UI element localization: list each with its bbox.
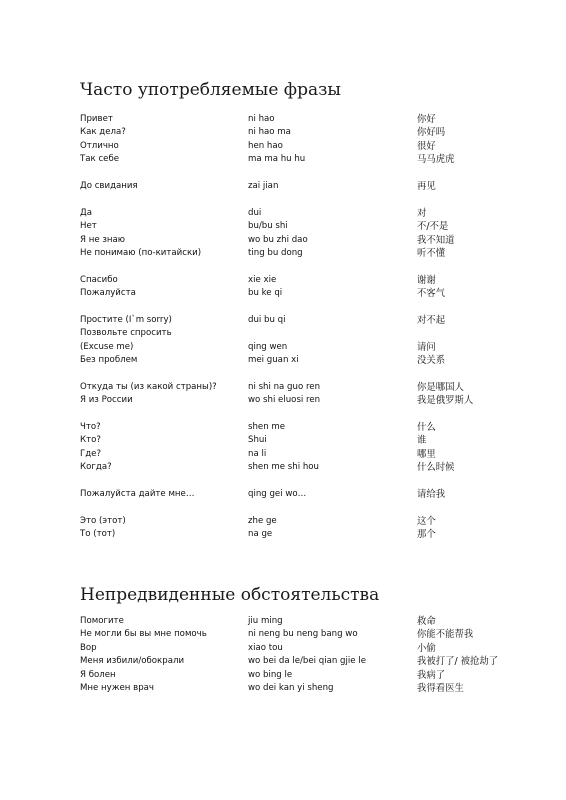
phrase-row <box>80 180 520 193</box>
chinese-characters: 救命 <box>417 616 436 627</box>
pinyin: mei guan xi <box>248 355 299 366</box>
russian-phrase: Отлично <box>80 140 119 151</box>
russian-phrase: Простите (I`m sorry) <box>80 314 172 325</box>
russian-phrase: Как дела? <box>80 127 126 138</box>
russian-phrase: Пожалуйста <box>80 288 136 299</box>
phrase-row <box>80 327 520 340</box>
russian-phrase: Так себе <box>80 154 120 165</box>
phrase-row <box>80 615 520 628</box>
row-spacer <box>80 300 520 313</box>
russian-phrase: Спасибо <box>80 274 118 285</box>
phrase-row <box>80 669 520 682</box>
pinyin: wo shi eluosi ren <box>248 395 321 406</box>
pinyin: dui <box>248 207 262 218</box>
russian-phrase: Мне нужен врач <box>80 682 154 693</box>
row-spacer <box>80 167 520 180</box>
phrase-row <box>80 421 520 434</box>
pinyin: qing wen <box>248 341 288 352</box>
chinese-characters: 你能不能帮我 <box>417 629 474 641</box>
phrase-row <box>80 682 520 695</box>
pinyin: wo dei kan yi sheng <box>248 682 334 693</box>
chinese-characters: 谁 <box>417 435 427 447</box>
russian-phrase: До свидания <box>80 180 138 191</box>
phrase-row <box>80 488 520 501</box>
russian-phrase: Кто? <box>80 435 101 446</box>
phrase-row <box>80 341 520 354</box>
phrase-row <box>80 113 520 126</box>
phrase-row <box>80 314 520 327</box>
pinyin: ni neng bu neng bang wo <box>248 629 358 640</box>
pinyin: wo bing le <box>248 669 293 680</box>
chinese-characters: 没关系 <box>417 355 446 367</box>
russian-phrase: Нет <box>80 221 97 232</box>
russian-phrase: Откуда ты (из какой страны)? <box>80 381 217 392</box>
russian-phrase: Не могли бы вы мне помочь <box>80 629 207 640</box>
phrase-row <box>80 220 520 233</box>
phrase-row <box>80 234 520 247</box>
pinyin: ni hao ma <box>248 127 291 138</box>
phrase-row <box>80 655 520 668</box>
phrase-row <box>80 381 520 394</box>
phrase-row <box>80 247 520 260</box>
chinese-characters: 我不知道 <box>417 234 455 246</box>
russian-phrase: Привет <box>80 114 113 124</box>
phrase-row <box>80 461 520 474</box>
pinyin: wo bei da le/bei qian gjie le <box>248 656 366 667</box>
phrase-row <box>80 628 520 641</box>
row-spacer <box>80 501 520 514</box>
row-spacer <box>80 193 520 206</box>
row-spacer <box>80 367 520 380</box>
row-spacer <box>80 260 520 273</box>
russian-phrase: Вор <box>80 642 97 653</box>
chinese-characters: 很好 <box>417 140 436 152</box>
phrase-row <box>80 153 520 166</box>
pinyin: ni shi na guo ren <box>248 381 321 392</box>
pinyin: na li <box>248 448 267 459</box>
pinyin: Shui <box>248 435 267 446</box>
chinese-characters: 不/不是 <box>417 221 449 233</box>
russian-phrase: Я болен <box>80 669 116 680</box>
phrase-row <box>80 515 520 528</box>
pinyin: qing gei wo… <box>248 488 307 499</box>
russian-phrase: Не понимаю (по-китайски) <box>80 247 202 258</box>
pinyin: xiao tou <box>248 642 283 653</box>
russian-phrase: Помогите <box>80 616 124 626</box>
chinese-characters: 请问 <box>417 341 436 353</box>
chinese-characters: 我被打了/ 被抢劫了 <box>417 656 499 668</box>
chinese-characters: 什么时候 <box>417 462 455 474</box>
phrase-row <box>80 394 520 407</box>
chinese-characters: 请给我 <box>417 488 446 500</box>
chinese-characters: 我病了 <box>417 669 446 681</box>
chinese-characters: 你好 <box>417 114 436 125</box>
row-spacer <box>80 475 520 488</box>
russian-phrase: (Excuse me) <box>80 341 134 352</box>
chinese-characters: 我得看医生 <box>417 682 464 694</box>
chinese-characters: 谢谢 <box>417 274 436 286</box>
pinyin: bu ke qi <box>248 288 283 299</box>
chinese-characters: 那个 <box>417 529 436 541</box>
phrase-row <box>80 126 520 139</box>
phrase-row <box>80 287 520 300</box>
pinyin: xie xie <box>248 274 277 285</box>
chinese-characters: 我是俄罗斯人 <box>417 395 474 407</box>
phrase-row <box>80 354 520 367</box>
phrase-row <box>80 434 520 447</box>
pinyin: dui bu qi <box>248 314 286 325</box>
pinyin: shen me <box>248 421 286 432</box>
russian-phrase: Позвольте спросить <box>80 328 172 339</box>
chinese-characters: 小偷 <box>417 642 436 654</box>
chinese-characters: 哪里 <box>417 448 436 460</box>
pinyin: zhe ge <box>248 515 277 526</box>
russian-phrase: Да <box>80 207 92 218</box>
russian-phrase: Где? <box>80 448 102 459</box>
phrase-row <box>80 140 520 153</box>
pinyin: shen me shi hou <box>248 462 319 473</box>
pinyin: zai jian <box>248 180 279 191</box>
phrase-row <box>80 642 520 655</box>
chinese-characters: 你好吗 <box>417 127 446 139</box>
phrase-row <box>80 448 520 461</box>
russian-phrase: То (тот) <box>80 529 116 540</box>
chinese-characters: 你是哪国人 <box>417 381 464 393</box>
pinyin: wo bu zhi dao <box>248 234 308 245</box>
russian-phrase: Без проблем <box>80 355 138 366</box>
pinyin: hen hao <box>248 140 283 151</box>
chinese-characters: 马马虎虎 <box>417 154 455 166</box>
russian-phrase: Это (этот) <box>80 515 126 526</box>
pinyin: ting bu dong <box>248 247 303 258</box>
chinese-characters: 不客气 <box>417 288 446 300</box>
chinese-characters: 对 <box>417 207 427 219</box>
chinese-characters: 听不懂 <box>417 247 446 259</box>
russian-phrase: Когда? <box>80 462 112 473</box>
russian-phrase: Меня избили/обокрали <box>80 656 185 667</box>
chinese-characters: 再见 <box>417 180 436 192</box>
pinyin: jiu ming <box>248 616 283 626</box>
russian-phrase: Пожалуйста дайте мне… <box>80 488 195 499</box>
russian-phrase: Я из России <box>80 395 133 406</box>
phrase-table-emergencies <box>80 615 520 695</box>
chinese-characters: 对不起 <box>417 314 446 326</box>
pinyin: ma ma hu hu <box>248 154 306 165</box>
pinyin: ni hao <box>248 114 275 124</box>
phrase-table-common <box>80 113 520 542</box>
section-title-common-phrases: Часто употребляемые фразы <box>80 80 341 100</box>
chinese-characters: 什么 <box>417 421 436 433</box>
section-title-emergencies: Непредвиденные обстоятельства <box>80 585 380 605</box>
pinyin: bu/bu shi <box>248 221 288 232</box>
russian-phrase: Я не знаю <box>80 234 126 245</box>
phrase-row <box>80 207 520 220</box>
phrase-row <box>80 528 520 541</box>
pinyin: na ge <box>248 529 273 540</box>
chinese-characters: 这个 <box>417 515 436 527</box>
phrase-row <box>80 274 520 287</box>
russian-phrase: Что? <box>80 421 101 432</box>
row-spacer <box>80 408 520 421</box>
